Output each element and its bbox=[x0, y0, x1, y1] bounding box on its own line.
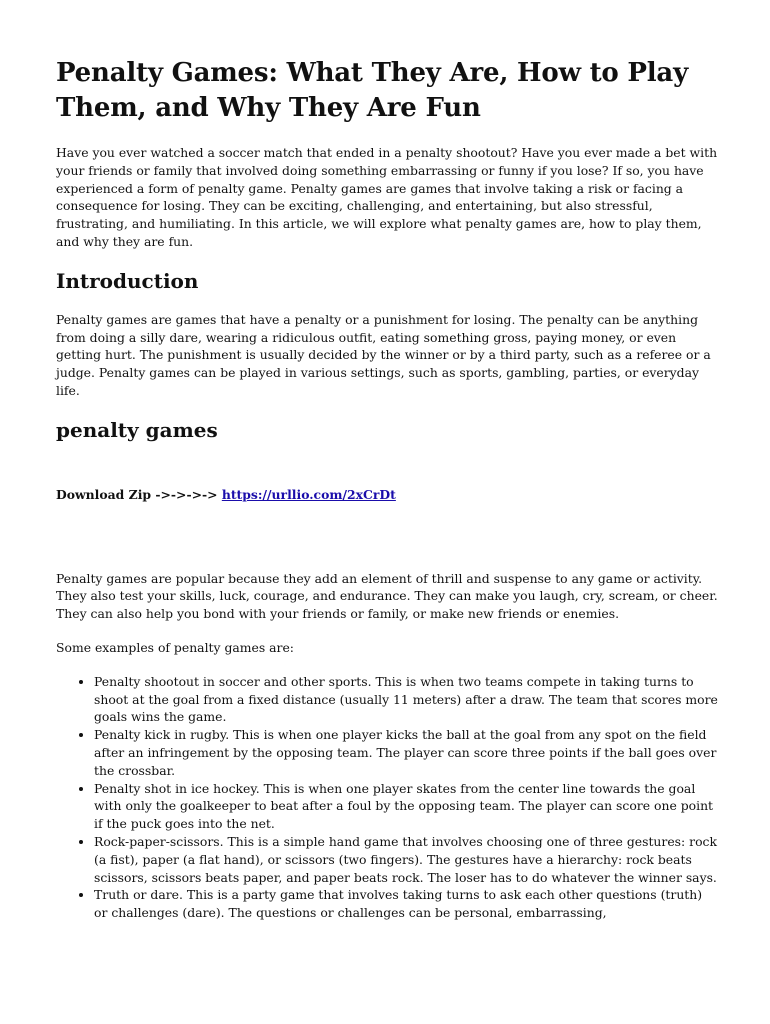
document-page bbox=[56, 56, 718, 922]
list-item: • Rock-paper-scissors. This is a simple hand game that involves choosing one of three gestures: rock (a fist), paper (a flat hand), or scissors (two fingers). The gestures have a hierarchy: rock beats scissors, scissors beats paper, and paper beats rock. The loser has to do whatever the winner says. bbox=[94, 833, 718, 886]
popularity-paragraph: Penalty games are popular because they add an element of thrill and suspense to any game or activity. They also test your skills, luck, courage, and endurance. They can make you laugh, cry, scream, or cheer. They can also help you bond with your friends or family, or make new friends or enemies. bbox=[56, 570, 718, 622]
examples-intro: Some examples of penalty games are: bbox=[56, 639, 294, 655]
download-line bbox=[56, 486, 718, 504]
list-item: • Penalty shot in ice hockey. This is when one player skates from the center line towards the goal with only the goalkeeper to beat after a foul by the opposing team. The player can score one point if the puck goes into the net. bbox=[94, 780, 718, 833]
list-item: • Penalty shootout in soccer and other sports. This is when two teams compete in taking turns to shoot at the goal from a fixed distance (usually 11 meters) after a draw. The team that scores more goals wins the game. bbox=[94, 673, 718, 726]
download-label: Download Zip ->->->-> bbox=[56, 486, 222, 502]
article-title: Penalty Games: What They Are, How to Play Them, and Why They Are Fun bbox=[56, 58, 688, 123]
penalty-games-heading: penalty games bbox=[56, 417, 218, 442]
download-link[interactable]: https://urllio.com/2xCrDt bbox=[221, 486, 396, 502]
list-item: • Truth or dare. This is a party game that involves taking turns to ask each other questions (truth) or challenges (dare). The questions or challenges can be personal, embarrassing, bbox=[94, 886, 718, 922]
list-item: • Penalty kick in rugby. This is when one player kicks the ball at the goal from any spot on the field after an infringement by the opposing team. The player can score three points if the ball goes over the crossbar. bbox=[94, 726, 718, 779]
examples-list bbox=[56, 673, 718, 922]
introduction-paragraph: Penalty games are games that have a penalty or a punishment for losing. The penalty can be anything from doing a silly dare, wearing a ridiculous outfit, eating something gross, paying money, or even getting hurt. The punishment is usually decided by the winner or by a third party, such as a referee or a judge. Penalty games can be played in various settings, such as sports, gambling, parties, or everyday life. bbox=[56, 311, 711, 398]
introduction-heading: Introduction bbox=[56, 268, 199, 293]
intro-paragraph: Have you ever watched a soccer match that ended in a penalty shootout? Have you ever made a bet with your friends or family that involved doing something embarrassing or funny if you lose? If so, you have experienced a form of penalty game. Penalty games are games that involve taking a risk or facing a consequence for losing. They can be exciting, challenging, and entertaining, but also stressful, frustrating, and humiliating. In this article, we will explore what penalty games are, how to play them, and why they are fun. bbox=[56, 145, 718, 249]
